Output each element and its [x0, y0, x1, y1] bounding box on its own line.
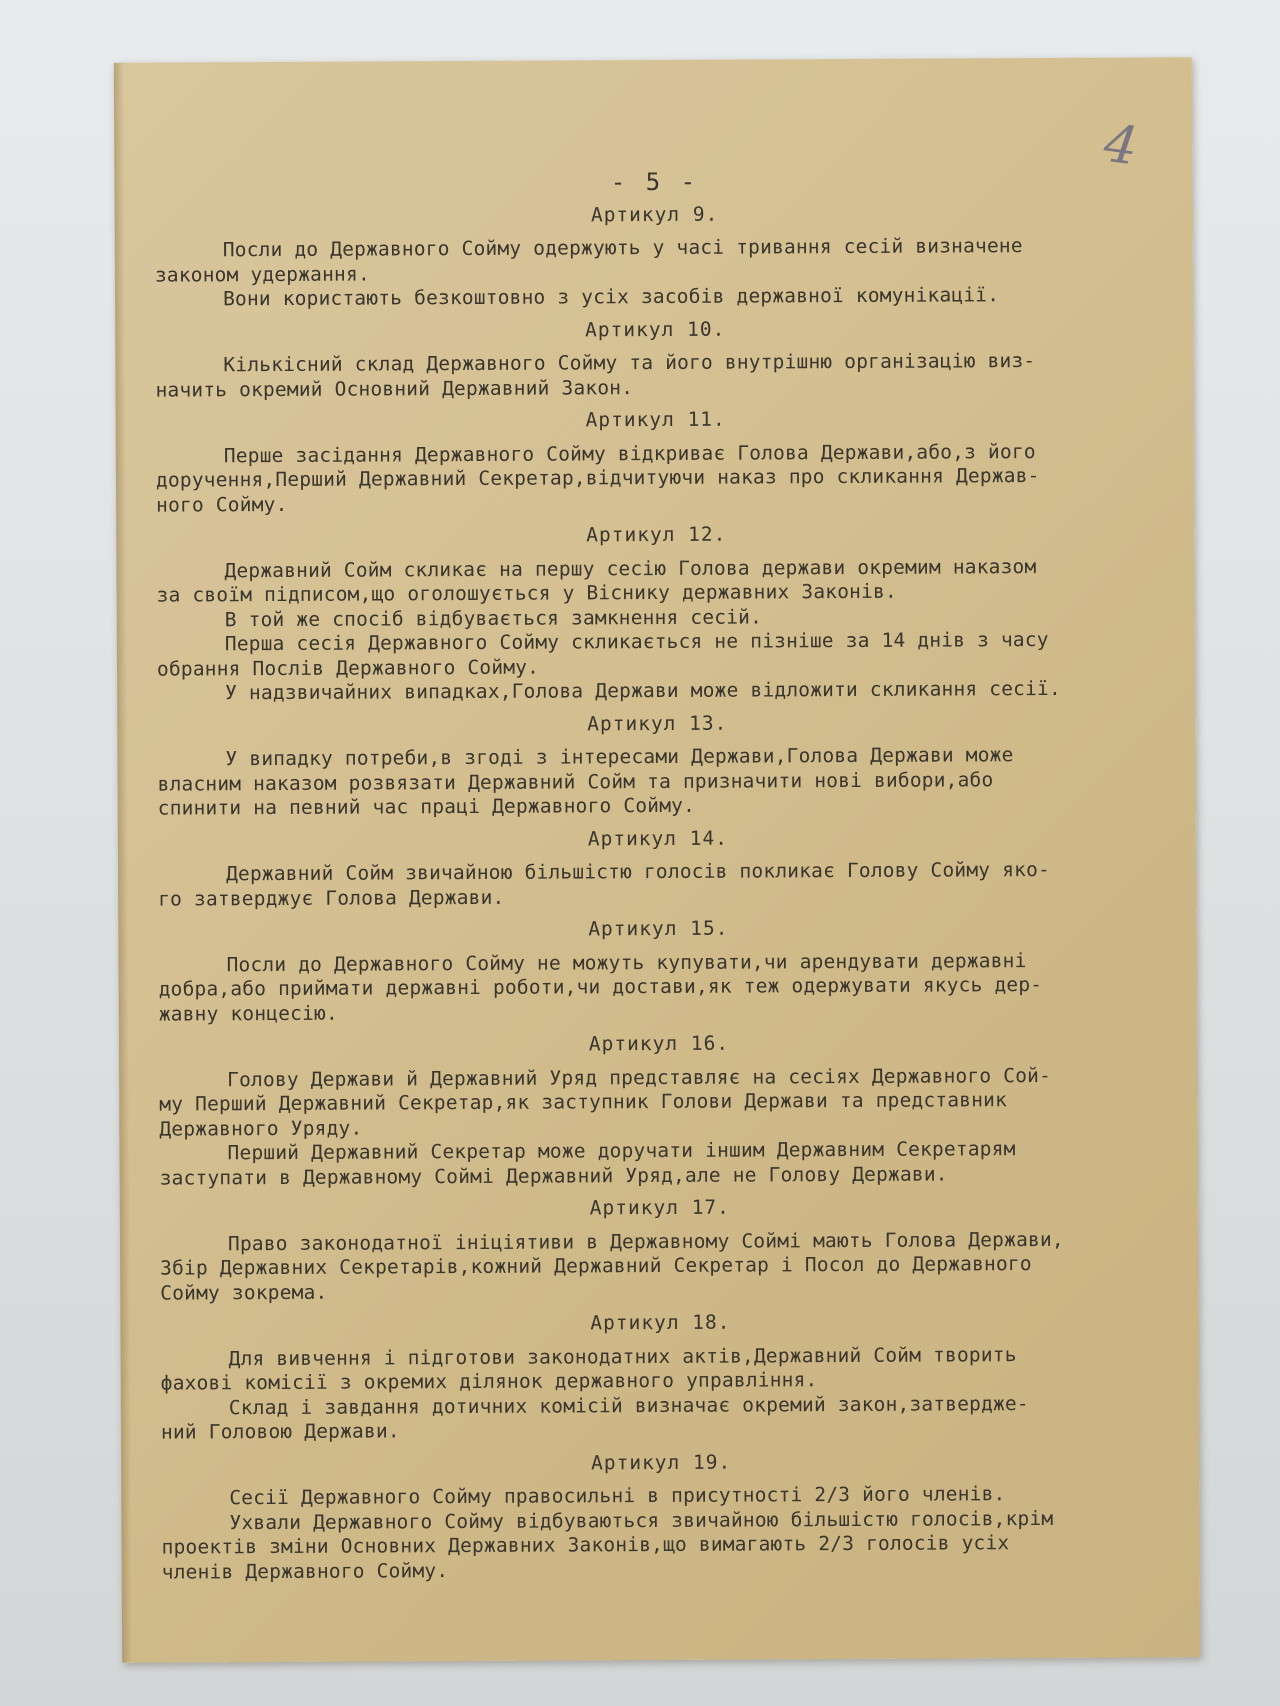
article-title: Артикул 13. [587, 711, 728, 735]
paragraph-line: доручення,Перший Державний Секретар,відчитуючи наказ про скликання Держав- [155, 463, 1040, 492]
article-section [160, 1193, 1161, 1305]
document-body [154, 167, 1161, 1584]
paragraph-line: жавну концесію. [158, 1001, 338, 1026]
paragraph-line: обрання Послів Державного Сойму. [156, 655, 540, 681]
article-section [159, 1029, 1160, 1190]
article-paragraph [157, 676, 1157, 706]
article-title: Артикул 11. [585, 407, 726, 432]
paragraph-line: законом удержання. [154, 261, 370, 287]
article-paragraph [155, 282, 1155, 312]
paragraph-line: Кількісний склад Державного Сойму та його внутрішню організацію виз- [223, 349, 1036, 377]
paragraph-line: Вони користають безкоштовно з усіх засобів державної комунікації. [222, 283, 1000, 311]
article-section [157, 709, 1158, 821]
article-title: Артикул 19. [591, 1450, 732, 1474]
document-page [114, 57, 1200, 1663]
paragraph-line: му Перший Державний Секретар,як заступник Голови Держави та представник [159, 1088, 1008, 1116]
paragraph-line: начить окремий Основний Державний Закон. [155, 375, 634, 402]
article-paragraph [156, 554, 1156, 608]
paragraph-line: ний Головою Держави. [160, 1419, 400, 1444]
paragraph-line: добра,або приймати державні роботи,чи достави,як теж одержувати якусь дер- [158, 972, 1043, 1001]
article-section [161, 1448, 1162, 1585]
page-number: - 5 - [610, 167, 699, 197]
paragraph-line: за своїм підписом,що оголошується у Віснику державних Законів. [156, 579, 897, 607]
article-paragraph [157, 627, 1157, 681]
article-title: Артикул 9. [590, 202, 719, 226]
paragraph-line: Ухвали Державного Сойму відбуваються звичайною більшістю голосів,крім [229, 1506, 1054, 1534]
paragraph-line: Голову Держави й Державний Уряд представляє на сесіях Державного Сой- [227, 1063, 1052, 1091]
paragraph-line: Сойму зокрема. [160, 1280, 328, 1305]
article-paragraph [155, 348, 1155, 402]
paragraph-line: У надзвичайних випадках,Голова Держави може відложити скликання сесії. [225, 676, 1061, 705]
paragraph-line: У випадку потреби,в згоді з інтересами Держави,Голова Держави може [225, 743, 1014, 771]
paragraph-line: Перше засідання Державного Сойму відкриває Голова Держави,або,з його [223, 439, 1036, 467]
article-title: Артикул 16. [588, 1031, 730, 1056]
article-paragraph [159, 1063, 1159, 1142]
paragraph-line: Посли до Державного Сойму одержують у часі тривання сесій визначене [222, 234, 1023, 262]
paragraph-line: Посли до Державного Сойму не можуть купувати,чи арендувати державні [226, 948, 1027, 976]
paragraph-line: заступати в Державному Соймі Державний Уряд,але не Голову Держави. [159, 1161, 948, 1190]
article-title: Артикул 10. [585, 317, 726, 341]
article-title: Артикул 14. [587, 826, 729, 850]
paragraph-line: Державний Сойм скликає на першу сесію Голова держави окремим наказом [224, 554, 1037, 582]
paragraph-line: Сесії Державного Сойму правосильні в присутності 2/3 його членів. [229, 1482, 1006, 1510]
article-paragraph [159, 1136, 1159, 1190]
paragraph-line: спинити на певний час праці Державного Сойму. [157, 793, 696, 820]
paragraph-line: Для вивчення і підготови законодатних актів,Державний Сойм творить [228, 1342, 1017, 1370]
paragraph-line: Перший Державний Секретар може доручати іншим Державним Секретарям [227, 1137, 1016, 1165]
paragraph-line: фахові комісії з окремих ділянок державного управління. [160, 1368, 818, 1395]
article-paragraph [161, 1391, 1161, 1445]
articles-list [155, 200, 1162, 1585]
article-paragraph [160, 1227, 1160, 1306]
article-section [160, 1308, 1161, 1445]
paragraph-line: Перша сесія Державного Сойму скликається не пізніше за 14 днів з часу [224, 627, 1049, 656]
paragraph-line: Державний Сойм звичайною більшістю голосів покликає Голову Сойму яко- [226, 857, 1050, 886]
article-section [156, 520, 1157, 706]
article-section [155, 315, 1155, 403]
paragraph-line: власним наказом розвязати Державний Сойм та призначити нові вибори,або [157, 767, 994, 796]
paragraph-line: ного Сойму. [156, 492, 288, 517]
article-title: Артикул 15. [588, 916, 729, 941]
article-section [155, 200, 1156, 312]
article-paragraph [157, 742, 1157, 821]
paragraph-line: го затверджує Голова Держави. [158, 885, 505, 911]
paragraph-line: проектів зміни Основних Державних Законів,що вимагають 2/3 голосів усіх [161, 1531, 1010, 1559]
paragraph-line: Право законодатної ініціятиви в Державному Соймі мають Голова Держави, [227, 1227, 1064, 1255]
article-paragraph [158, 857, 1158, 911]
paragraph-line: Збір Державних Секретарів,кожний Державний Секретар і Посол до Державного [160, 1252, 1032, 1280]
article-paragraph [161, 1342, 1161, 1396]
article-paragraph [155, 233, 1155, 287]
article-title: Артикул 18. [590, 1310, 731, 1335]
handwritten-page-mark: 4 [1100, 113, 1142, 178]
paragraph-line: членів Державного Сойму. [161, 1558, 449, 1584]
paragraph-line: Склад і завдання дотичних комісій визначає окремий закон,затверджe- [228, 1391, 1029, 1419]
article-paragraph [156, 439, 1156, 518]
paragraph-line: Державного Уряду. [159, 1116, 363, 1141]
article-paragraph [158, 948, 1158, 1027]
article-section [156, 405, 1157, 517]
paragraph-line: В той же спосіб відбувається замкнення сесій. [224, 604, 763, 631]
article-section [158, 914, 1159, 1026]
article-section [158, 824, 1158, 912]
article-paragraph [161, 1506, 1161, 1585]
article-title: Артикул 17. [589, 1195, 730, 1220]
article-title: Артикул 12. [586, 522, 727, 547]
